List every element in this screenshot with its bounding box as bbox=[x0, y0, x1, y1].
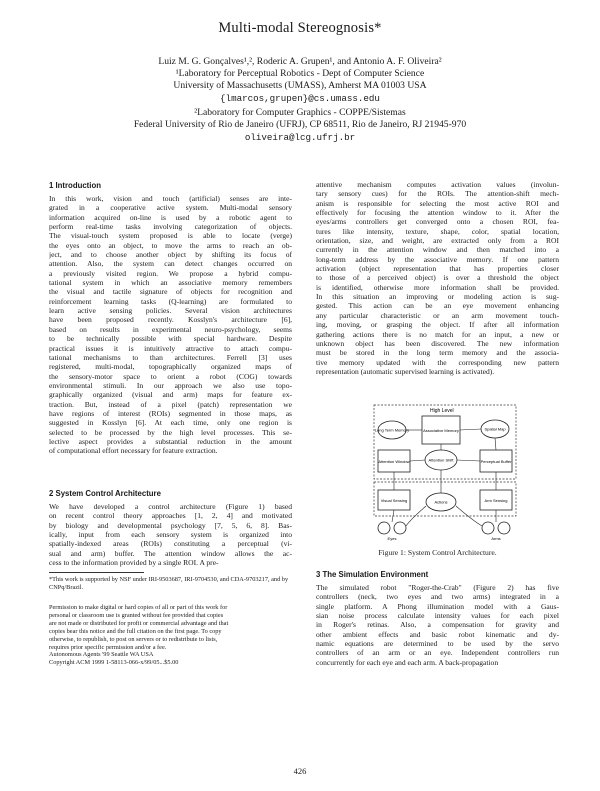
text-line: a previously visited region. We propose a hybrid compu- bbox=[49, 268, 292, 278]
eye-right-node bbox=[394, 522, 406, 534]
text-line: sual and arm) buffer. The attention window allows the ac- bbox=[49, 548, 292, 558]
text-line: selected to be processed by the high level processes. This se- bbox=[49, 427, 292, 437]
text-line: to be technically possible with special hardware. Despite bbox=[49, 334, 292, 344]
text-line: tary sensory cues) for the ROIs. The attention-shift mech- bbox=[316, 189, 559, 199]
text-line: tures like intensity, texture, shape, color, spatial location, bbox=[316, 226, 559, 236]
text-line: The simulated robot "Roger-the-Crab" (Figure 2) has five bbox=[316, 583, 559, 592]
text-line: namic equations are determined to be used by the servo bbox=[316, 639, 559, 649]
arm-left-node bbox=[482, 522, 494, 534]
text-line: activation (object representation that has properties closer bbox=[316, 264, 559, 274]
text-line: attentive mechanism computes activation values (involun- bbox=[316, 180, 559, 189]
text-line: the visual and tactile signature of objects for recognition and bbox=[49, 287, 292, 297]
affiliation-1-line-2: University of Massachusetts (UMASS), Amherst MA 01003 USA bbox=[173, 80, 427, 91]
text-line: by biology and developmental psychology [7, 5, 6, 8]. Bas- bbox=[49, 520, 292, 530]
figure-label-high-level: High Level bbox=[430, 408, 454, 414]
text-line: eyes/arms controllers get converged onto a chosen ROI, fea- bbox=[316, 217, 559, 227]
figure-label-associative-memory: Associative Memory bbox=[423, 428, 459, 433]
footnote: *This work is supported by NSF under IRI-9503687, IRI-9704530, and CDA-9703217, and by CNPq/Brazil. bbox=[49, 576, 289, 591]
figure-label-attention-shift: Attention Shift bbox=[428, 457, 454, 463]
figure-caption: Figure 1: System Control Architecture. bbox=[378, 548, 497, 557]
text-line: tive memory updated with the corresponding new pattern bbox=[316, 357, 559, 367]
text-line: to those of a perceived object) is over a threshold the object bbox=[316, 273, 559, 283]
copyright-line: Permission to make digital or hard copies of all or part of this work for bbox=[49, 604, 228, 611]
paper-title: Multi-modal Stereognosis* bbox=[218, 20, 382, 36]
copyright-line: are not made or distributed for profit or commercial advantage and that bbox=[49, 619, 229, 627]
affiliation-2-line-1: ²Laboratory for Computer Graphics - COPPE/Sistemas bbox=[194, 107, 406, 118]
system-control-body bbox=[49, 502, 292, 567]
text-line: controllers (neck, two eyes and two arms) integrated in a bbox=[316, 592, 559, 602]
text-line: suggested in Kosslyn [6]. At each time, only one region is bbox=[49, 418, 292, 428]
section-heading-system-control: 2 System Control Architecture bbox=[49, 489, 161, 498]
text-line: must be stored in the long term memory and the associa- bbox=[316, 348, 559, 358]
text-line: learn active sensing policies. Several vision architectures bbox=[49, 306, 292, 316]
text-line: representation (automatic supervised learning is activated). bbox=[316, 366, 495, 376]
affiliation-2-email: oliveira@lcg.ufrj.br bbox=[244, 132, 356, 143]
text-line: reinforcement learning tasks (Q-learning) are formulated to bbox=[49, 296, 292, 306]
affiliation-1-line-1: ¹Laboratory for Perceptual Robotics - Dept of Computer Science bbox=[175, 68, 425, 79]
text-line: controllers of an arm or an eye. Independent controllers run bbox=[316, 648, 559, 658]
copyright-line: copies bear this notice and the full citation on the first page. To copy bbox=[49, 627, 222, 635]
introduction-body bbox=[49, 194, 292, 456]
text-line: ject, and to choose another object by shifting its focus of bbox=[49, 250, 292, 260]
text-line: on recent control theory approaches [1, 2, 4] and motivated bbox=[49, 511, 292, 521]
affiliation-2-line-2: Federal University of Rio de Janeiro (UFRJ), CP 68511, Rio de Janeiro, RJ 21945-970 bbox=[133, 119, 467, 130]
text-line: attention. Also, the system can detect changes occurred on bbox=[49, 259, 292, 269]
author-list: Luiz M. G. Gonçalves¹,², Roderic A. Grupen¹, and Antonio A. F. Oliveira² bbox=[158, 56, 442, 67]
eye-left-node bbox=[378, 522, 390, 534]
section-heading-simulation: 3 The Simulation Environment bbox=[316, 570, 429, 579]
copyright-line: requires prior specific permission and/or a fee. bbox=[49, 643, 167, 651]
text-line: long-term address by the associative memory. If one pattern bbox=[316, 254, 559, 264]
copyright-notice bbox=[49, 604, 292, 667]
text-line: perform real-time tasks involving categorization of objects. bbox=[49, 222, 292, 232]
text-line: the sensory-motor space to orient a robot (COG) towards bbox=[49, 371, 292, 381]
text-line: lective aspect provides a substantial reduction in the amount bbox=[49, 436, 292, 446]
text-line: any particular characteristic or an arm movement touch- bbox=[316, 310, 559, 320]
text-line: currently in the attention window and then matched into a bbox=[316, 245, 559, 255]
text-line: of computational effort necessary for feature extraction. bbox=[49, 446, 218, 456]
text-line: orientation, size, and weight, are extracted only from a ROI bbox=[316, 236, 559, 246]
text-line: ing, moving, or grasping the object. If after all information bbox=[316, 320, 559, 330]
text-line: practical issues it is intuitively attractive to attach compu- bbox=[49, 343, 292, 353]
affiliation-1-email: {lmarcos,grupen}@cs.umass.edu bbox=[220, 93, 380, 104]
text-line: traction. But, instead of a pixel (patch) representation we bbox=[49, 399, 292, 409]
text-line: graphically organized (visual and arm) maps for feature ex- bbox=[49, 390, 292, 400]
text-line: single platform. A Phong illumination model with a Gaus- bbox=[316, 601, 559, 611]
figure-label-visual-sensing: Visual Sensing bbox=[380, 498, 408, 503]
page-number: 426 bbox=[293, 766, 307, 776]
text-line: registered, multi-modal, topographically organized maps of bbox=[49, 362, 292, 372]
text-line: effectively for focusing the attention window to it. After the bbox=[316, 208, 559, 218]
text-line: grated in a cooperative active system. Multi-modal sensory bbox=[49, 203, 292, 213]
figure-label-spatial-map: Spatial Map bbox=[484, 426, 506, 432]
text-line: In this work, vision and touch (artificial) senses are inte- bbox=[49, 194, 292, 203]
text-line: sian noise process calculate intensity values for each pixel bbox=[316, 611, 559, 621]
figure-label-actions: Actions bbox=[434, 499, 448, 505]
text-line: concurrently for each eye and each arm. A back-propagation bbox=[316, 657, 499, 667]
arm-right-node bbox=[498, 522, 510, 534]
copyright-line: personal or classroom use is granted without fee provided that copies bbox=[49, 611, 224, 619]
text-line: environmental stimuli. In our approach we also use topo- bbox=[49, 380, 292, 390]
figure-label-attention-window: Attention Window bbox=[378, 459, 410, 464]
text-line: have regions of interest (ROIs) segmented in those maps, as bbox=[49, 408, 292, 418]
text-line: gathering actions there is no match for an input, a new or bbox=[316, 329, 559, 339]
text-line: tational mechanisms to than architectures. Ferrell [3] uses bbox=[49, 352, 292, 362]
footnote-rule bbox=[49, 572, 144, 573]
text-line: ically, input from each sensory system is organized into bbox=[49, 530, 292, 540]
text-line: is identified, otherwise more information shall be provided. bbox=[316, 282, 559, 292]
text-line: other ambient effects and basic robot kinematic and dy- bbox=[316, 629, 559, 639]
system-architecture-figure bbox=[370, 402, 520, 542]
text-line: the eyes onto an object, to move the arms to reach an ob- bbox=[49, 240, 292, 250]
section-heading-introduction: 1 Introduction bbox=[49, 181, 101, 190]
text-line: In this situation an improving or modeling action is sug- bbox=[316, 292, 559, 302]
text-line: information acquired on-line is used by a robotic agent to bbox=[49, 212, 292, 222]
text-line: spatially-indexed areas (ROIs) constituting a perceptual (vi- bbox=[49, 539, 292, 549]
text-line: unknown object has been discovered. The new information bbox=[316, 338, 559, 348]
figure-label-arm-sensing: Arm Sensing bbox=[484, 498, 508, 503]
text-line: cess to the information provided by a single ROI. A pre- bbox=[49, 558, 219, 568]
right-column-body bbox=[316, 180, 559, 376]
figure-label-perceptual-buffer: Perceptual Buffer bbox=[480, 459, 512, 464]
text-line: based on results in experimental neuro-psychology, seems bbox=[49, 324, 292, 334]
text-line: in Roger's retinas. Also, a compensation for gravity and bbox=[316, 620, 559, 630]
text-line: gested. This action can be an eye movement enhancing bbox=[316, 301, 559, 311]
copyright-line: Copyright ACM 1999 1-58113-066-x/99/05...$5.00 bbox=[49, 659, 179, 667]
figure-label-eyes: Eyes bbox=[387, 536, 397, 541]
copyright-line: Autonomous Agents '99 Seattle WA USA bbox=[49, 651, 154, 659]
text-line: tational system in which an associative memory remembers bbox=[49, 278, 292, 288]
simulation-body bbox=[316, 583, 559, 667]
text-line: We have developed a control architecture (Figure 1) based bbox=[49, 502, 292, 511]
figure-label-arms: Arms bbox=[491, 536, 501, 541]
figure-label-long-term-memory: Long Term Memory bbox=[374, 427, 410, 433]
text-line: anism is responsible for selecting the most active ROI and bbox=[316, 198, 559, 208]
text-line: have been proposed recently. Kosslyn's architecture [6], bbox=[49, 315, 292, 325]
copyright-line: otherwise, to republish, to post on servers or to redistribute to lists, bbox=[49, 635, 218, 643]
text-line: The visual-touch system proposed is able to locate (verge) bbox=[49, 231, 292, 241]
